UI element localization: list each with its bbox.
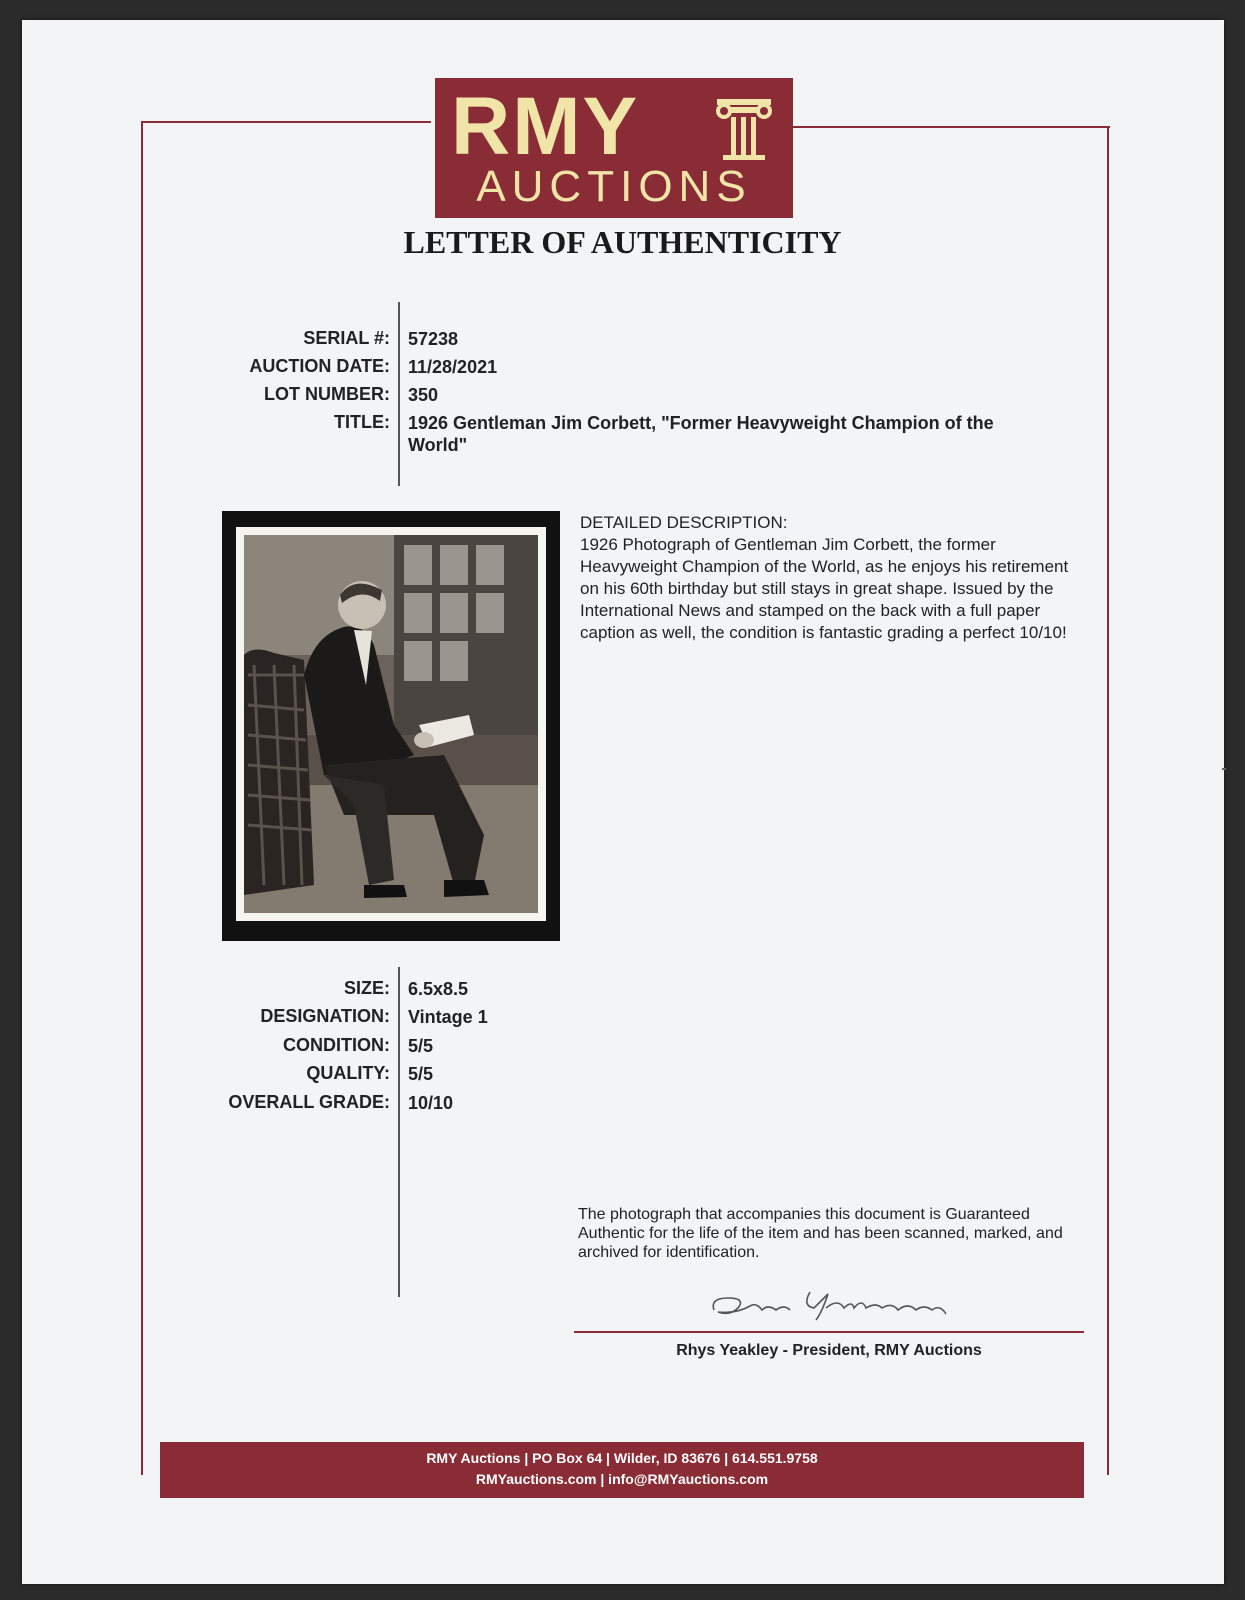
field-value: 6.5x8.5 bbox=[408, 979, 469, 999]
field-label: SIZE: bbox=[343, 978, 390, 998]
field-value: 11/28/2021 bbox=[408, 357, 498, 377]
frame-border-right bbox=[1107, 126, 1109, 1475]
signature bbox=[706, 1284, 966, 1324]
field-value: Vintage 1 bbox=[408, 1007, 488, 1027]
field-label: DESIGNATION: bbox=[260, 1006, 390, 1026]
photograph bbox=[222, 511, 560, 941]
field-value: 5/5 bbox=[408, 1064, 434, 1084]
field-label: AUCTION DATE: bbox=[249, 356, 390, 376]
field-value: 10/10 bbox=[408, 1093, 454, 1113]
column-icon bbox=[715, 95, 773, 161]
detailed-description bbox=[580, 512, 1090, 644]
logo-auctions-text: AUCTIONS bbox=[476, 162, 752, 211]
description-title: DETAILED DESCRIPTION: bbox=[580, 513, 788, 532]
field-label: CONDITION: bbox=[283, 1035, 390, 1055]
field-divider-top bbox=[398, 302, 400, 486]
footer-contact: RMY Auctions | PO Box 64 | Wilder, ID 83676 | 614.551.9758 bbox=[426, 1450, 818, 1466]
photograph-image bbox=[244, 535, 538, 913]
logo-rmy-text: RMY bbox=[451, 81, 640, 172]
description-text: 1926 Photograph of Gentleman Jim Corbett, the former Heavyweight Champion of the World, as he enjoys his retirement on his 60th birthday but still stays in great shape. Issued by the International News and stamped on the back with a full paper caption as well, the condition is fantastic grading a perfect 10/10! bbox=[580, 535, 1069, 642]
frame-border-left bbox=[141, 121, 143, 1475]
frame-border-top-left bbox=[141, 121, 431, 123]
frame-border-top-right bbox=[790, 126, 1110, 128]
signature-line bbox=[574, 1331, 1084, 1333]
field-label: SERIAL #: bbox=[303, 328, 390, 348]
footer-web: RMYauctions.com | info@RMYauctions.com bbox=[475, 1471, 769, 1487]
paper-edge-mark bbox=[1222, 768, 1226, 770]
field-label: QUALITY: bbox=[306, 1063, 390, 1083]
field-divider-bottom bbox=[398, 967, 400, 1297]
rmy-logo bbox=[435, 78, 793, 218]
field-label: OVERALL GRADE: bbox=[228, 1092, 390, 1112]
field-label: LOT NUMBER: bbox=[264, 384, 390, 404]
field-label: TITLE: bbox=[334, 412, 390, 432]
signer-name: Rhys Yeakley - President, RMY Auctions bbox=[676, 1342, 982, 1359]
footer-bar bbox=[160, 1442, 1084, 1498]
field-value: 5/5 bbox=[408, 1036, 434, 1056]
field-value: 1926 Gentleman Jim Corbett, "Former Heavyweight Champion of the World" bbox=[408, 413, 994, 455]
document-title: LETTER OF AUTHENTICITY bbox=[403, 224, 842, 260]
field-value: 350 bbox=[408, 385, 439, 405]
guarantee-statement: The photograph that accompanies this document is Guaranteed Authentic for the life of the item and has been scanned, marked, and archived for identification. bbox=[578, 1206, 1063, 1261]
photograph-print bbox=[236, 527, 546, 921]
field-value: 57238 bbox=[408, 329, 459, 349]
